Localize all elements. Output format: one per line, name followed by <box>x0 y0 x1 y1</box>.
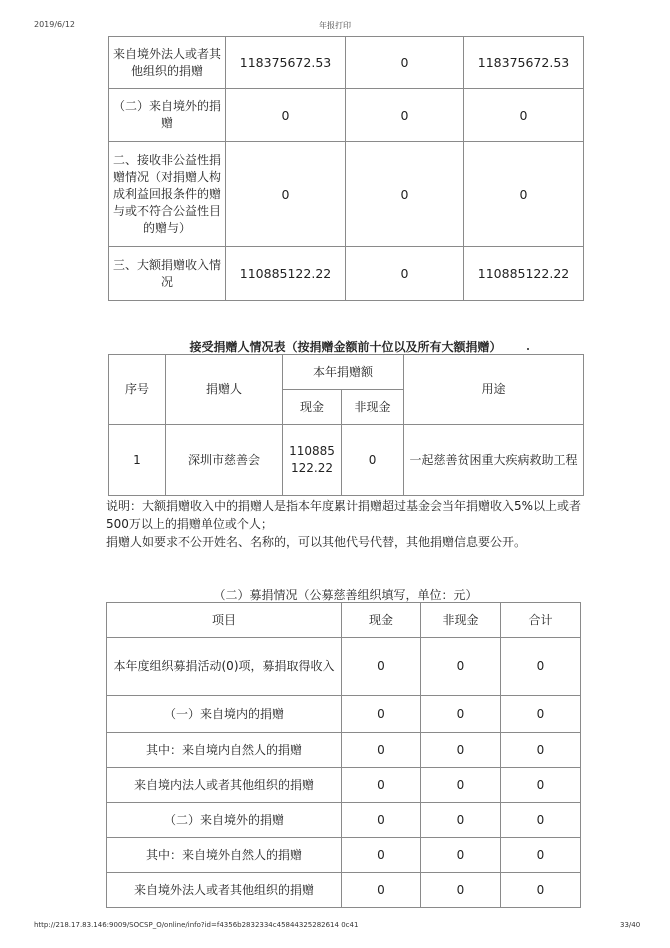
print-date: 2019/6/12 <box>34 20 76 29</box>
noncash-cell: 0 <box>421 696 501 733</box>
table-row <box>107 638 581 696</box>
table-row <box>109 142 584 247</box>
table-row <box>107 803 581 838</box>
note-text <box>106 497 586 551</box>
value-cell: 110885122.22 <box>226 247 346 301</box>
amount-header: 本年捐赠额 <box>283 355 404 390</box>
noncash-cell: 0 <box>342 425 404 496</box>
row-label: 三、大额捐赠收入情况 <box>109 247 226 301</box>
cash-cell: 0 <box>342 803 421 838</box>
row-label: 二、接收非公益性捐赠情况（对捐赠人构成利益回报条件的赠与或不符合公益性目的赠与） <box>109 142 226 247</box>
value-cell: 110885122.22 <box>464 247 584 301</box>
row-label: （二）来自境外的捐赠 <box>109 89 226 142</box>
value-cell: 0 <box>346 89 464 142</box>
table-row <box>107 768 581 803</box>
cash-cell: 0 <box>342 638 421 696</box>
table-row <box>107 696 581 733</box>
donor-header: 捐赠人 <box>166 355 283 425</box>
cash-cell: 0 <box>342 733 421 768</box>
row-label: 其中：来自境内自然人的捐赠 <box>107 733 342 768</box>
row-label: 来自境外法人或者其他组织的捐赠 <box>109 37 226 89</box>
value-cell: 0 <box>464 89 584 142</box>
row-label: （二）来自境外的捐赠 <box>107 803 342 838</box>
table-row <box>109 247 584 301</box>
donation-income-table <box>108 36 584 301</box>
row-label: 本年度组织募捐活动(0)项，募捐取得收入 <box>107 638 342 696</box>
table-header-row <box>107 603 581 638</box>
footer-url: http://218.17.83.146:9009/SOCSP_O/online/info?id=f4356b2832334c45844325282614 0c41 <box>34 921 359 929</box>
donor-table-caption: 接受捐赠人情况表（按捐赠金额前十位以及所有大额捐赠） <box>189 340 502 354</box>
total-header: 合计 <box>501 603 581 638</box>
total-cell: 0 <box>501 696 581 733</box>
scan-dot <box>527 348 529 350</box>
value-cell: 118375672.53 <box>464 37 584 89</box>
value-cell: 0 <box>346 247 464 301</box>
page-number: 33/40 <box>620 921 641 929</box>
cash-cell: 0 <box>342 838 421 873</box>
table-row <box>107 733 581 768</box>
cash-cell: 0 <box>342 768 421 803</box>
fundraising-caption: （二）募捐情况（公募慈善组织填写，单位：元） <box>213 588 478 602</box>
noncash-cell: 0 <box>421 873 501 908</box>
cash-cell: 0 <box>342 873 421 908</box>
noncash-cell: 0 <box>421 638 501 696</box>
donor-table <box>108 354 584 496</box>
usage-cell: 一起慈善贫困重大疾病救助工程 <box>404 425 584 496</box>
value-cell: 0 <box>226 89 346 142</box>
usage-header: 用途 <box>404 355 584 425</box>
total-cell: 0 <box>501 873 581 908</box>
cash-header: 现金 <box>283 390 342 425</box>
row-label: （一）来自境内的捐赠 <box>107 696 342 733</box>
noncash-cell: 0 <box>421 768 501 803</box>
donor-cell: 深圳市慈善会 <box>166 425 283 496</box>
cash-cell: 110885122.22 <box>283 425 342 496</box>
cash-cell: 0 <box>342 696 421 733</box>
value-cell: 118375672.53 <box>226 37 346 89</box>
value-cell: 0 <box>346 142 464 247</box>
row-label: 来自境内法人或者其他组织的捐赠 <box>107 768 342 803</box>
print-title: 年报打印 <box>319 21 351 30</box>
seq-header: 序号 <box>109 355 166 425</box>
total-cell: 0 <box>501 838 581 873</box>
table-row <box>109 89 584 142</box>
noncash-header: 非现金 <box>421 603 501 638</box>
noncash-cell: 0 <box>421 838 501 873</box>
total-cell: 0 <box>501 733 581 768</box>
noncash-cell: 0 <box>421 733 501 768</box>
note-line-2: 捐赠人如要求不公开姓名、名称的，可以其他代号代替，其他捐赠信息要公开。 <box>106 535 527 549</box>
table-header-row <box>109 355 584 390</box>
total-cell: 0 <box>501 768 581 803</box>
value-cell: 0 <box>226 142 346 247</box>
noncash-header: 非现金 <box>342 390 404 425</box>
table-row <box>109 37 584 89</box>
fundraising-table <box>106 602 581 908</box>
value-cell: 0 <box>464 142 584 247</box>
item-header: 项目 <box>107 603 342 638</box>
table-row <box>107 873 581 908</box>
row-label: 来自境外法人或者其他组织的捐赠 <box>107 873 342 908</box>
value-cell: 0 <box>346 37 464 89</box>
total-cell: 0 <box>501 638 581 696</box>
seq-cell: 1 <box>109 425 166 496</box>
cash-header: 现金 <box>342 603 421 638</box>
noncash-cell: 0 <box>421 803 501 838</box>
total-cell: 0 <box>501 803 581 838</box>
table-row <box>107 838 581 873</box>
row-label: 其中：来自境外自然人的捐赠 <box>107 838 342 873</box>
note-line-1: 说明：大额捐赠收入中的捐赠人是指本年度累计捐赠超过基金会当年捐赠收入5%以上或者500万以上的捐赠单位或个人； <box>106 499 582 531</box>
table-row <box>109 425 584 496</box>
